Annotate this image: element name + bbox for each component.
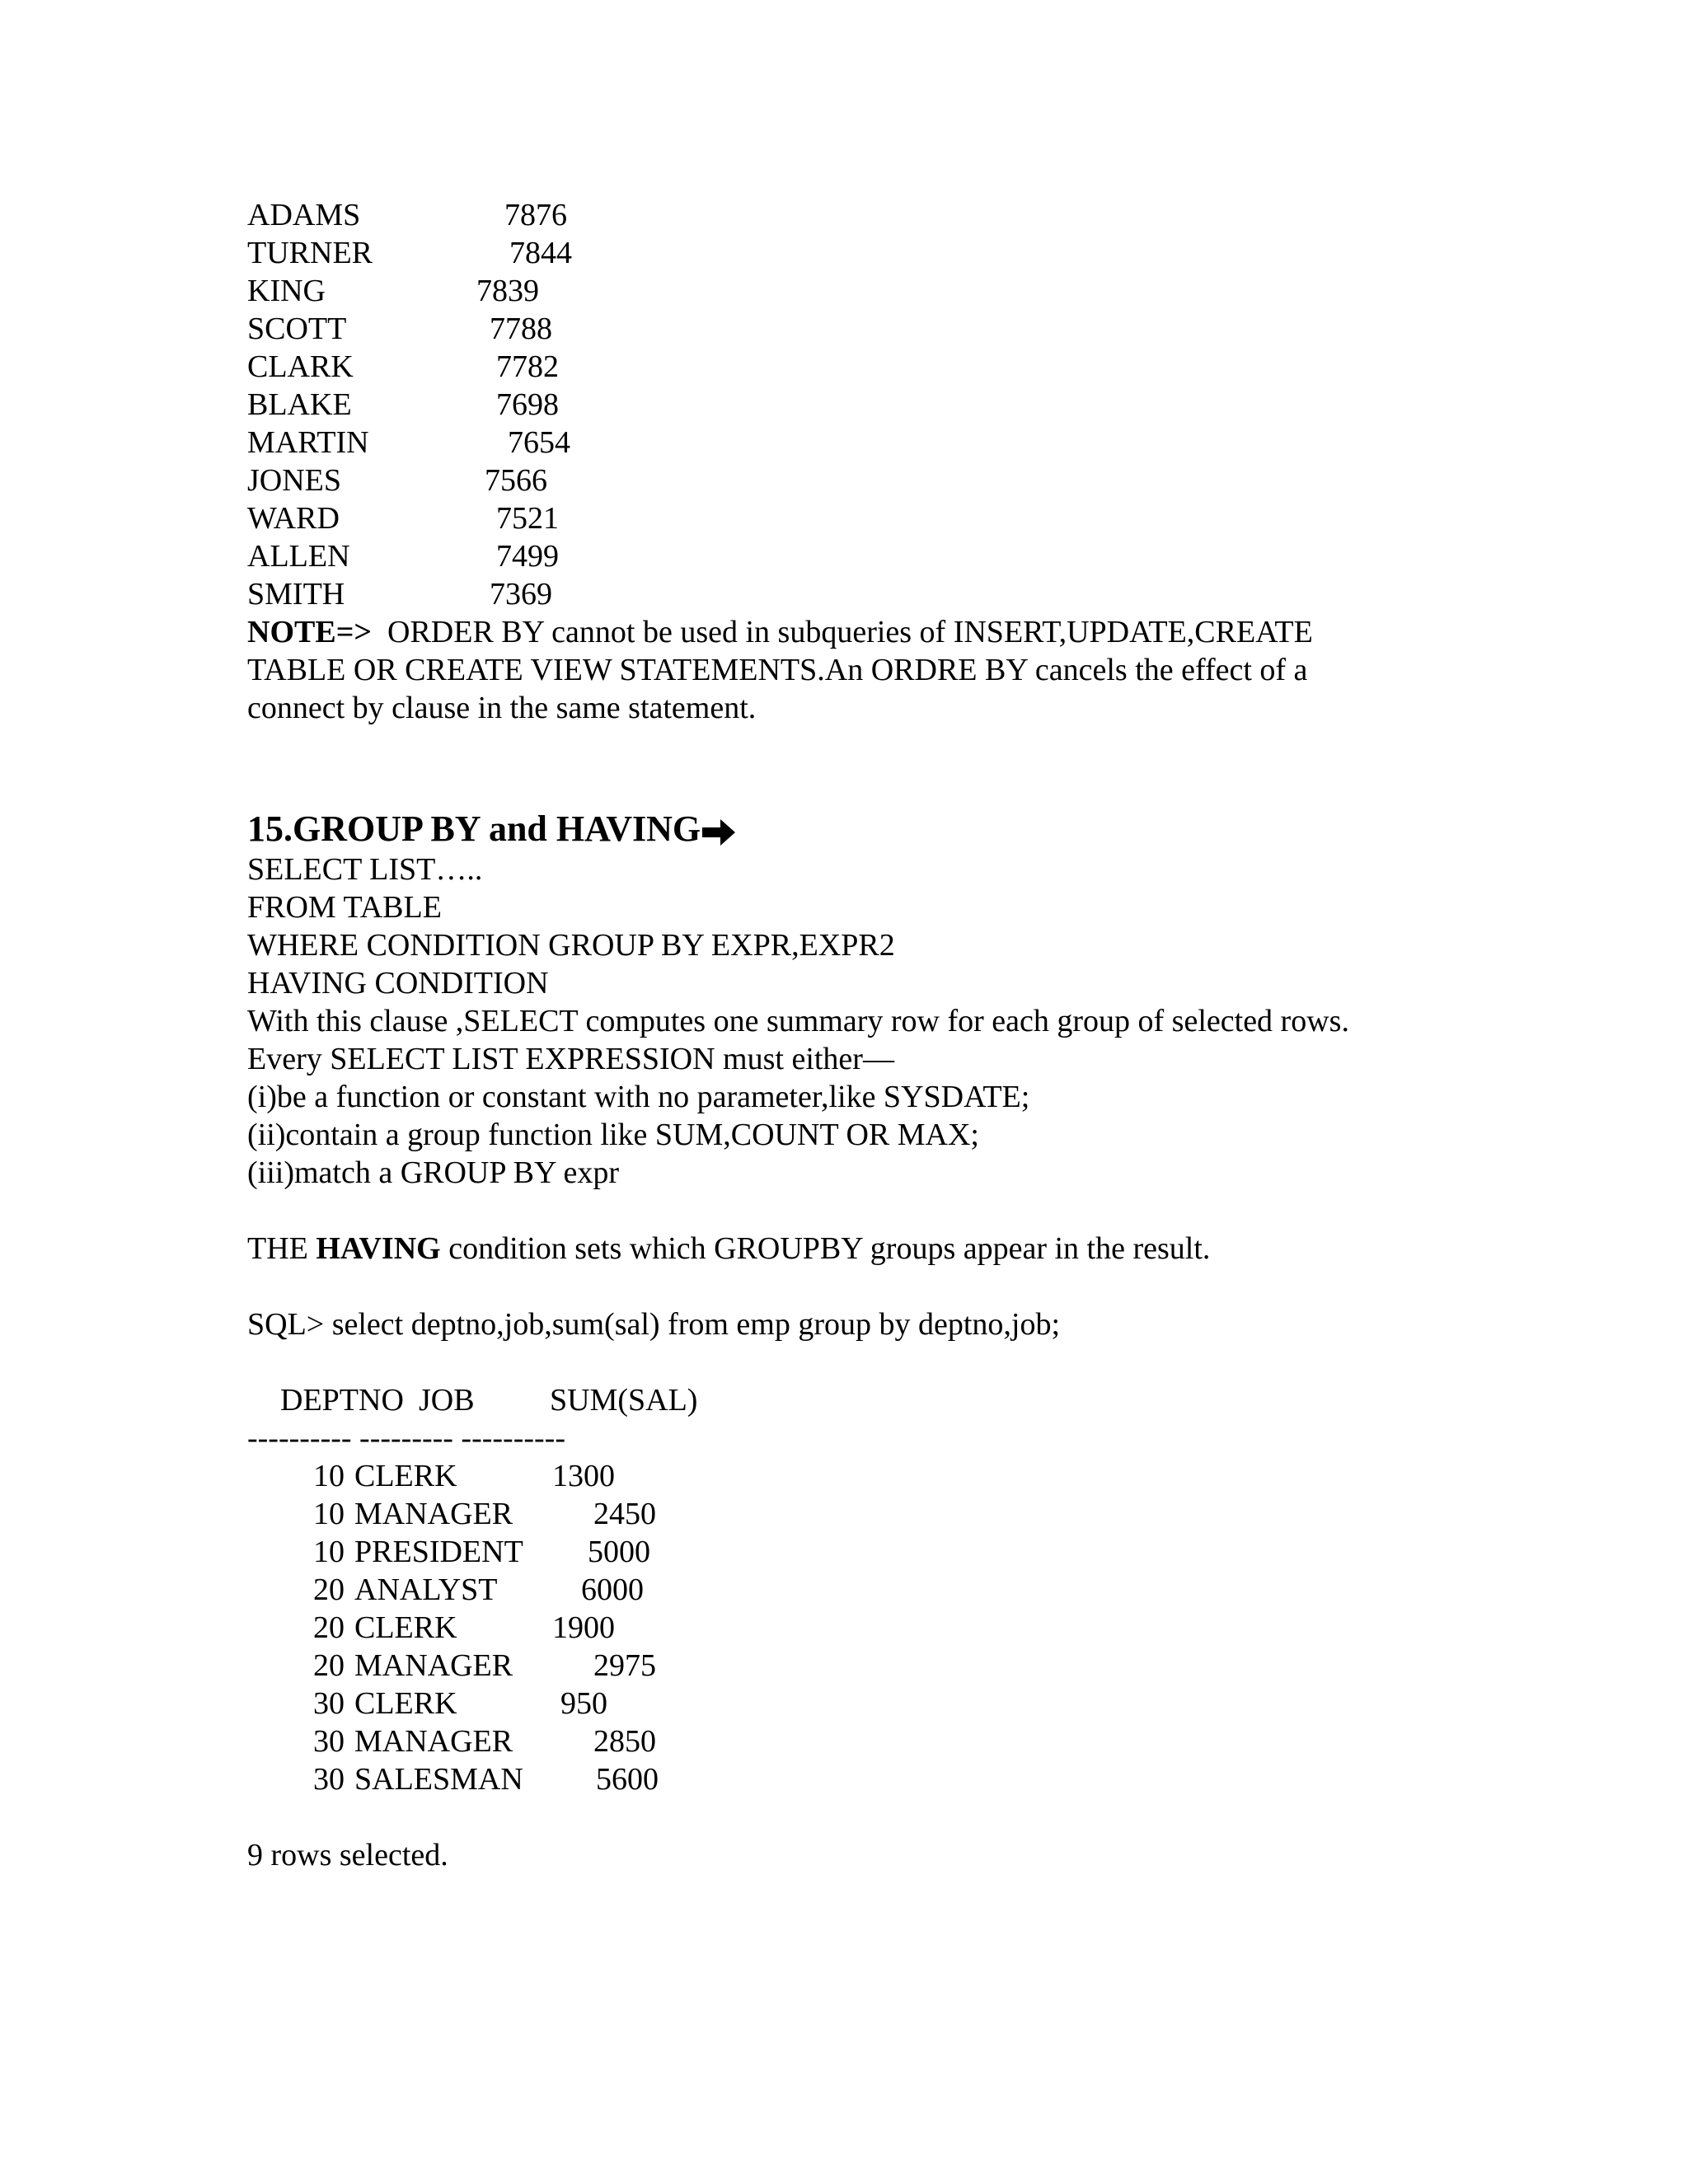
emp-name: TURNER [247, 236, 373, 270]
para-line: Every SELECT LIST EXPRESSION must either— [247, 1042, 894, 1076]
having-line: THE HAVING condition sets which GROUPBY groups appear in the result. [247, 1231, 1211, 1266]
document-page: ADAMS 7876 TURNER 7844 KING 7839 SCOTT 7788 CLARK 7782 BLAKE 7698 MARTIN 7654 JONES 7566 WARD 7521 ALLEN 7499 SMITH 7369 NOTE=> ORDER BY cannot be used in subqueries of INSERT,UPDATE,CREATE TABLE OR CREATE VIEW STATEMENTS.An ORDRE BY cancels the effect of a connect by clause in the same statement. 15.GROUP BY and HAVING SELECT LIST….. FROM TABLE WHERE CONDITION GROUP BY EXPR,EXPR2 HAVING CONDITION With this clause ,SELECT computes one summary row for each group of selected rows. Every SELECT LIST EXPRESSION must either— (i)be a function or constant with no parameter,like SYSDATE; (ii)contain a group function like SUM,COUNT OR MAX; (iii)match a GROUP BY expr THE HAVING condition sets which GROUPBY groups appear in the result. SQL> select deptno,job,sum(sal) from emp group by deptno,job; DEPTNO JOB SUM(SAL) ---------- --------- ---------- 10 CLERK 1300 10 MANAGER 2450 10 PRESIDENT 5000 20 ANALYST 6000 20 CLERK 1900 20 MANAGER 2975 30 CLERK 950 30 MANAGER 2850 30 SALESMAN 5600 9 rows selected. [247, 198, 1349, 1872]
para-line: (ii)contain a group function like SUM,COUNT OR MAX; [247, 1118, 979, 1152]
note-line-3: connect by clause in the same statement. [247, 691, 757, 725]
para-line: (iii)match a GROUP BY expr [247, 1155, 619, 1190]
syntax-line: SELECT LIST….. [247, 852, 483, 887]
emp-name: KING [247, 274, 326, 308]
syntax-line: FROM TABLE [247, 890, 442, 925]
emp-name: CLARK [247, 349, 354, 384]
emp-number: 7566 [485, 463, 547, 498]
emp-number: 7844 [509, 236, 572, 270]
right-arrow-icon [702, 818, 737, 847]
emp-number: 7654 [508, 425, 570, 460]
emp-name: SCOTT [247, 312, 347, 346]
emp-number: 7521 [496, 501, 559, 536]
para-line: (i)be a function or constant with no parameter,like SYSDATE; [247, 1080, 1030, 1114]
emp-name: JONES [247, 463, 342, 498]
emp-name: ADAMS [247, 198, 361, 232]
emp-number: 7788 [490, 312, 552, 346]
emp-name: ALLEN [247, 539, 350, 574]
syntax-line: HAVING CONDITION [247, 966, 549, 1001]
note-line-1: NOTE=> ORDER BY cannot be used in subqueries of INSERT,UPDATE,CREATE [247, 615, 1313, 649]
emp-number: 7369 [490, 577, 552, 612]
note-label: NOTE=> [247, 615, 372, 649]
emp-number: 7839 [476, 274, 539, 308]
emp-number: 7499 [496, 539, 559, 574]
para-line: With this clause ,SELECT computes one summary row for each group of selected rows. [247, 1004, 1349, 1038]
syntax-line: WHERE CONDITION GROUP BY EXPR,EXPR2 [247, 928, 895, 963]
emp-name: MARTIN [247, 425, 369, 460]
col-deptno-header: DEPTNO [280, 1383, 404, 1418]
sql-query: SQL> select deptno,job,sum(sal) from emp group by deptno,job; [247, 1307, 1061, 1342]
note-line-2: TABLE OR CREATE VIEW STATEMENTS.An ORDRE BY cancels the effect of a [247, 653, 1308, 687]
col-job-header: JOB [419, 1383, 475, 1418]
rows-selected-footer: 9 rows selected. [247, 1838, 448, 1872]
emp-name: SMITH [247, 577, 345, 612]
section-heading: 15.GROUP BY and HAVING [247, 808, 737, 851]
col-sum-header: SUM(SAL) [550, 1383, 698, 1418]
emp-number: 7782 [496, 349, 559, 384]
emp-number: 7876 [504, 198, 567, 232]
emp-name: BLAKE [247, 387, 352, 422]
emp-number: 7698 [496, 387, 559, 422]
emp-name: WARD [247, 501, 340, 536]
